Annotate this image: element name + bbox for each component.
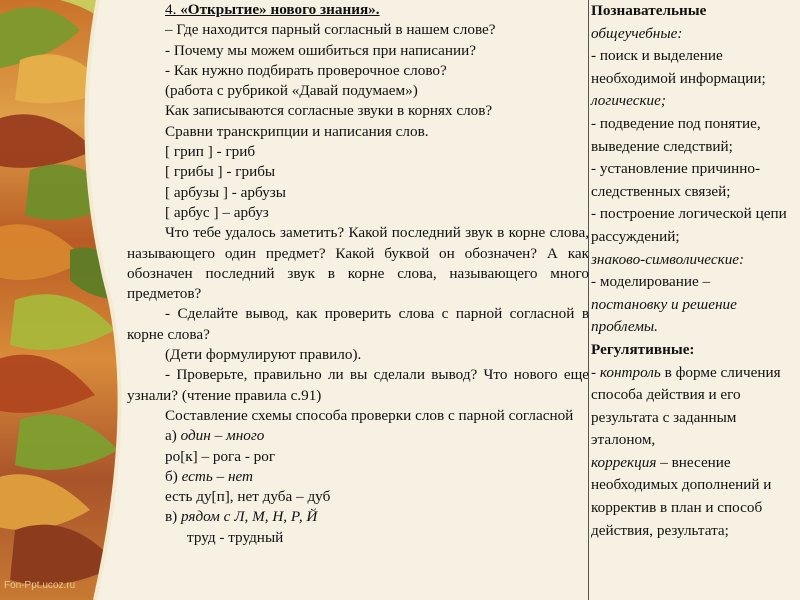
- line-6: Сравни транскрипции и написания слов.: [165, 122, 429, 140]
- example-1: ро[к] – рога - рог: [165, 447, 276, 465]
- rule-b: б) есть – нет: [165, 467, 253, 485]
- line-8: [ грибы ] - грибы: [165, 163, 276, 181]
- swoosh-curve: [0, 0, 125, 600]
- item-correction: коррекция – внесение необходимых дополнений и корректив в план и способ действия, результата;: [591, 453, 772, 539]
- item-search: - поиск и выделение необходимой информации;: [591, 47, 766, 87]
- example-3: труд - трудный: [187, 528, 284, 546]
- watermark: Fon-Ppt.ucoz.ru: [4, 580, 76, 591]
- regulative-title: Регулятивные:: [591, 340, 695, 358]
- line-1: – Где находится парный согласный в нашем слове?: [165, 21, 496, 39]
- symbolic-subtitle: знаково-символические:: [591, 250, 745, 268]
- children-line: (Дети формулируют правило).: [165, 346, 362, 364]
- line-7: [ грип ] - гриб: [165, 143, 256, 161]
- item-modeling: - моделирование –: [591, 273, 711, 291]
- item-problem: постановку и решение проблемы.: [591, 295, 737, 336]
- item-causal: - установление причинно-следственных связей;: [591, 160, 761, 200]
- cognitive-title: Познавательные: [591, 2, 707, 19]
- line-3: - Как нужно подбирать проверочное слово?: [165, 61, 447, 79]
- conclusion-paragraph: - Сделайте вывод, как проверить слова с парной согласной в корне слова?: [127, 305, 589, 343]
- question-paragraph: Что тебе удалось заметить? Какой последний звук в корне слова, называющего один предмет? Какой буквой он обозначен? А как обозначен последний звук в корне слова, называющего много предметов?: [127, 224, 589, 303]
- rule-a: а) один – много: [165, 427, 265, 445]
- section-heading: 4. «Открытие» нового знания».: [165, 1, 380, 18]
- leaf-decoration: [0, 0, 125, 600]
- check-paragraph: - Проверьте, правильно ли вы сделали вывод? Что нового еще узнали? (чтение правила с.91): [127, 366, 589, 404]
- line-5: Как записываются согласные звуки в корнях слов?: [165, 102, 493, 120]
- line-9: [ арбузы ] - арбузы: [165, 183, 286, 201]
- example-2: есть ду[п], нет дуба – дуб: [165, 488, 331, 506]
- scheme-paragraph: Составление схемы способа проверки слов с парной согласной: [165, 406, 574, 424]
- general-subtitle: общеучебные:: [591, 24, 683, 42]
- item-chain: - построение логической цепи рассуждений;: [591, 205, 787, 245]
- logical-subtitle: логические;: [591, 92, 666, 110]
- item-control: - контроль в форме сличения способа действия и его результата с заданным эталоном,: [591, 363, 781, 449]
- line-2: - Почему мы можем ошибиться при написании?: [165, 41, 477, 59]
- line-4: (работа с рубрикой «Давай подумаем»): [165, 82, 418, 100]
- lesson-content-column: [127, 0, 589, 600]
- item-concept: - подведение под понятие, выведение следствий;: [591, 114, 761, 155]
- line-10: [ арбус ] – арбуз: [165, 203, 269, 221]
- rule-v: в) рядом с Л, М, Н, Р, Й: [165, 508, 318, 526]
- competencies-column: [589, 0, 799, 600]
